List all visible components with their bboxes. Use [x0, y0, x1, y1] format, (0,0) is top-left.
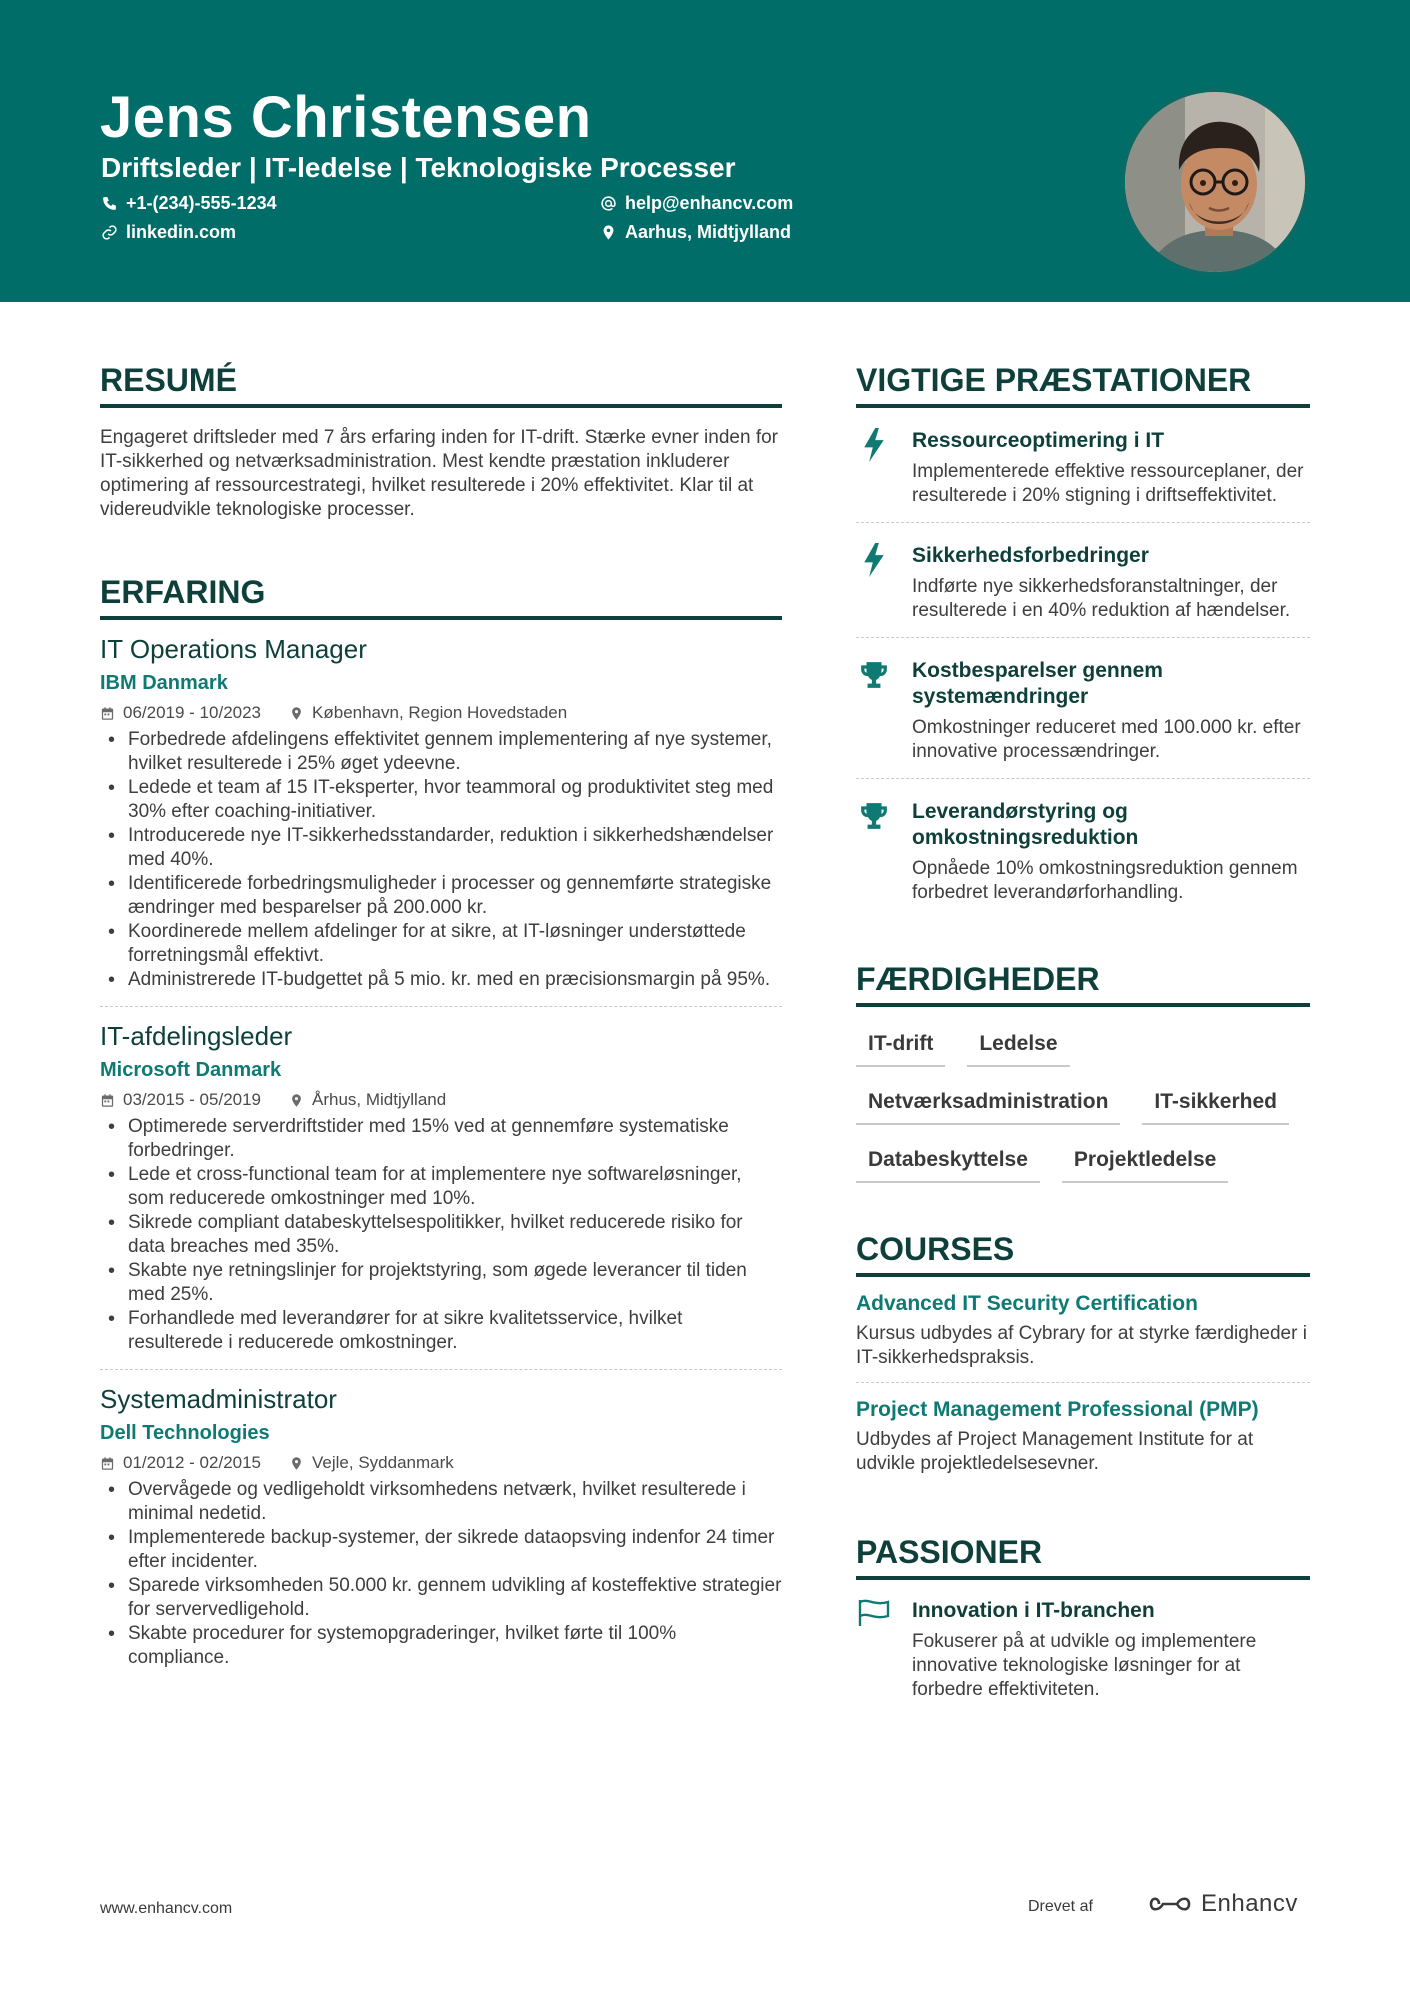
job-company: Microsoft Danmark — [100, 1059, 282, 1081]
course-title: Project Management Professional (PMP) — [856, 1398, 1259, 1421]
job-company: IBM Danmark — [100, 672, 228, 694]
achievement-desc: Opnåede 10% omkostningsreduktion gennem forbedret leverandørforhandling. — [912, 858, 1298, 903]
contact-email[interactable] — [600, 193, 793, 214]
experience-heading: ERFARING — [100, 572, 782, 620]
job-divider — [100, 1369, 782, 1370]
contact-linkedin[interactable] — [101, 222, 236, 243]
job-company: Dell Technologies — [100, 1422, 270, 1444]
bullet-item: • Forhandlede med leverandører for at sikre kvalitetsservice, hvilket resulterede i reducerede omkostninger. — [100, 1307, 782, 1355]
achievement-desc: Indførte nye sikkerhedsforanstaltninger, der resulterede i en 40% reduktion af hændelser. — [912, 576, 1291, 621]
job-meta — [100, 702, 782, 724]
bullet-item: • Overvågede og vedligeholdt virksomhedens netværk, hvilket resulterede i minimal nedetid. — [100, 1478, 782, 1526]
email-text: help@enhancv.com — [625, 193, 794, 213]
job-dates — [100, 1452, 261, 1474]
left-column — [100, 360, 782, 1682]
achievements-section — [856, 360, 1310, 919]
skill-tag: Projektledelse — [1062, 1143, 1228, 1183]
passion-title: Innovation i IT-branchen — [912, 1599, 1155, 1622]
achievement-title: Sikkerhedsforbedringer — [912, 544, 1149, 567]
location-text: Aarhus, Midtjylland — [625, 222, 792, 242]
flag-icon — [856, 1598, 892, 1628]
summary-heading: RESUMÉ — [100, 360, 782, 408]
calendar-icon — [100, 1456, 115, 1471]
achievement-title: Leverandørstyring og omkostningsreduktion — [912, 800, 1139, 849]
trophy-icon — [859, 799, 889, 833]
achievement-item — [856, 523, 1310, 638]
footer-url[interactable]: www.enhancv.com — [100, 1900, 233, 1917]
job-location-text: Vejle, Syddanmark — [312, 1453, 454, 1472]
headline: Driftsleder | IT-ledelse | Teknologiske Processer — [101, 152, 736, 183]
job-meta — [100, 1089, 782, 1111]
at-icon — [600, 195, 617, 212]
job-meta — [100, 1452, 782, 1474]
skill-tag: Netværksadministration — [856, 1085, 1120, 1125]
skills-list — [856, 1027, 1310, 1183]
link-icon — [101, 224, 118, 241]
achievement-desc: Omkostninger reduceret med 100.000 kr. efter innovative processændringer. — [912, 717, 1301, 762]
bullet-item: • Sikrede compliant databeskyttelsespolitikker, hvilket reducerede risiko for data breaches med 35%. — [100, 1211, 782, 1259]
calendar-icon — [100, 706, 115, 721]
course-item — [856, 1277, 1310, 1383]
bullet-item: • Sparede virksomheden 50.000 kr. gennem udvikling af kosteffektive strategier for servervedligehold. — [100, 1574, 782, 1622]
course-title: Advanced IT Security Certification — [856, 1292, 1198, 1315]
job-divider — [100, 1006, 782, 1007]
job-title: IT-afdelingsleder — [100, 1021, 293, 1051]
job-location-text: Århus, Midtjylland — [312, 1090, 447, 1109]
job-dates — [100, 1089, 261, 1111]
job-title: IT Operations Manager — [100, 634, 367, 664]
bullet-item: • Identificerede forbedringsmuligheder i processer og gennemførte strategiske ændringer med besparelser på 200.000 kr. — [100, 872, 782, 920]
skill-tag: IT-sikkerhed — [1142, 1085, 1289, 1125]
right-column — [856, 360, 1310, 1702]
enhancv-logo[interactable] — [1147, 1890, 1298, 1918]
job-location — [289, 1089, 446, 1111]
skills-heading: FÆRDIGHEDER — [856, 959, 1310, 1007]
bullet-item: • Ledede et team af 15 IT-eksperter, hvor teammoral og produktivitet steg med 30% efter coaching-initiativer. — [100, 776, 782, 824]
location-pin-icon — [289, 1456, 304, 1471]
achievement-title: Kostbesparelser gennem systemændringer — [912, 659, 1163, 708]
summary-section — [100, 360, 782, 522]
job-dates-text: 06/2019 - 10/2023 — [123, 703, 262, 722]
bullet-item: • Optimerede serverdriftstider med 15% ved at gennemføre systematiske forbedringer. — [100, 1115, 782, 1163]
summary-text: Engageret driftsleder med 7 års erfaring inden for IT-drift. Stærke evner inden for IT-sikkerhed og netværksadministration. Mest kendte præstation inkluderer optimering af ressourcestrategi, hvilket resulterede i 20% effektivitet. Klar til at videreudvikle teknologiske processer. — [100, 427, 778, 520]
achievement-item — [856, 408, 1310, 523]
courses-section — [856, 1229, 1310, 1488]
candidate-name: Jens Christensen — [100, 85, 592, 150]
lightning-icon — [859, 543, 889, 577]
job-entry — [100, 632, 782, 1004]
lightning-icon — [859, 428, 889, 462]
linkedin-text: linkedin.com — [126, 222, 237, 242]
job-location — [289, 1452, 454, 1474]
course-desc: Udbydes af Project Management Institute for at udvikle projektledelsesevner. — [856, 1429, 1254, 1474]
bullet-item: • Administrerede IT-budgettet på 5 mio. kr. med en præcisionsmargin på 95%. — [100, 968, 782, 992]
passions-heading: PASSIONER — [856, 1532, 1310, 1580]
enhancv-logo-text: Enhancv — [1201, 1890, 1298, 1917]
achievement-item — [856, 779, 1310, 919]
footer-powered-by: Drevet af — [1028, 1898, 1093, 1915]
course-item — [856, 1383, 1310, 1488]
bullet-item: • Koordinerede mellem afdelinger for at sikre, at IT-løsninger understøttede forretningsmål effektivt. — [100, 920, 782, 968]
location-pin-icon — [289, 706, 304, 721]
enhancv-logo-icon — [1147, 1892, 1193, 1916]
achievement-item — [856, 638, 1310, 779]
calendar-icon — [100, 1093, 115, 1108]
bullet-item: • Introducerede nye IT-sikkerhedsstandarder, reduktion i sikkerhedshændelser med 40%. — [100, 824, 782, 872]
phone-text: +1-(234)-555-1234 — [126, 193, 277, 213]
achievement-desc: Implementerede effektive ressourceplaner, der resulterede i 20% stigning i driftseffektivitet. — [912, 461, 1304, 506]
job-bullets — [100, 1115, 782, 1355]
job-entry — [100, 1382, 782, 1682]
job-dates — [100, 702, 261, 724]
bullet-item: • Forbedrede afdelingens effektivitet gennem implementering af nye systemer, hvilket resulterede i 25% øget ydeevne. — [100, 728, 782, 776]
passion-desc: Fokuserer på at udvikle og implementere innovative teknologiske løsninger for at forbedre effektiviteten. — [912, 1631, 1257, 1700]
location-pin-icon — [600, 224, 617, 241]
skill-tag: IT-drift — [856, 1027, 945, 1067]
bullet-item: • Lede et cross-functional team for at implementere nye softwareløsninger, som reducerede omkostninger med 10%. — [100, 1163, 782, 1211]
contact-phone[interactable] — [101, 193, 277, 214]
job-title: Systemadministrator — [100, 1384, 337, 1414]
achievement-title: Ressourceoptimering i IT — [912, 429, 1165, 452]
job-entry — [100, 1019, 782, 1367]
skills-section — [856, 959, 1310, 1183]
job-location-text: København, Region Hovedstaden — [312, 703, 568, 722]
courses-heading: COURSES — [856, 1229, 1310, 1277]
location-pin-icon — [289, 1093, 304, 1108]
contact-location — [600, 222, 791, 243]
bullet-item: • Implementerede backup-systemer, der sikrede dataopsving indenfor 24 timer efter incidenter. — [100, 1526, 782, 1574]
experience-section — [100, 572, 782, 1682]
job-bullets — [100, 1478, 782, 1670]
passions-section — [856, 1532, 1310, 1702]
header-banner — [0, 0, 1410, 302]
job-location — [289, 702, 567, 724]
job-dates-text: 01/2012 - 02/2015 — [123, 1453, 262, 1472]
bullet-item: • Skabte procedurer for systemopgraderinger, hvilket førte til 100% compliance. — [100, 1622, 782, 1670]
trophy-icon — [859, 658, 889, 692]
phone-icon — [101, 195, 118, 212]
skill-tag: Ledelse — [967, 1027, 1069, 1067]
course-desc: Kursus udbydes af Cybrary for at styrke færdigheder i IT-sikkerhedspraksis. — [856, 1323, 1307, 1368]
achievements-heading: VIGTIGE PRÆSTATIONER — [856, 360, 1310, 408]
bullet-item: • Skabte nye retningslinjer for projektstyring, som øgede leverancer til tiden med 25%. — [100, 1259, 782, 1307]
passion-item — [856, 1580, 1310, 1702]
avatar — [1121, 88, 1309, 276]
job-bullets — [100, 728, 782, 992]
job-dates-text: 03/2015 - 05/2019 — [123, 1090, 262, 1109]
skill-tag: Databeskyttelse — [856, 1143, 1040, 1183]
